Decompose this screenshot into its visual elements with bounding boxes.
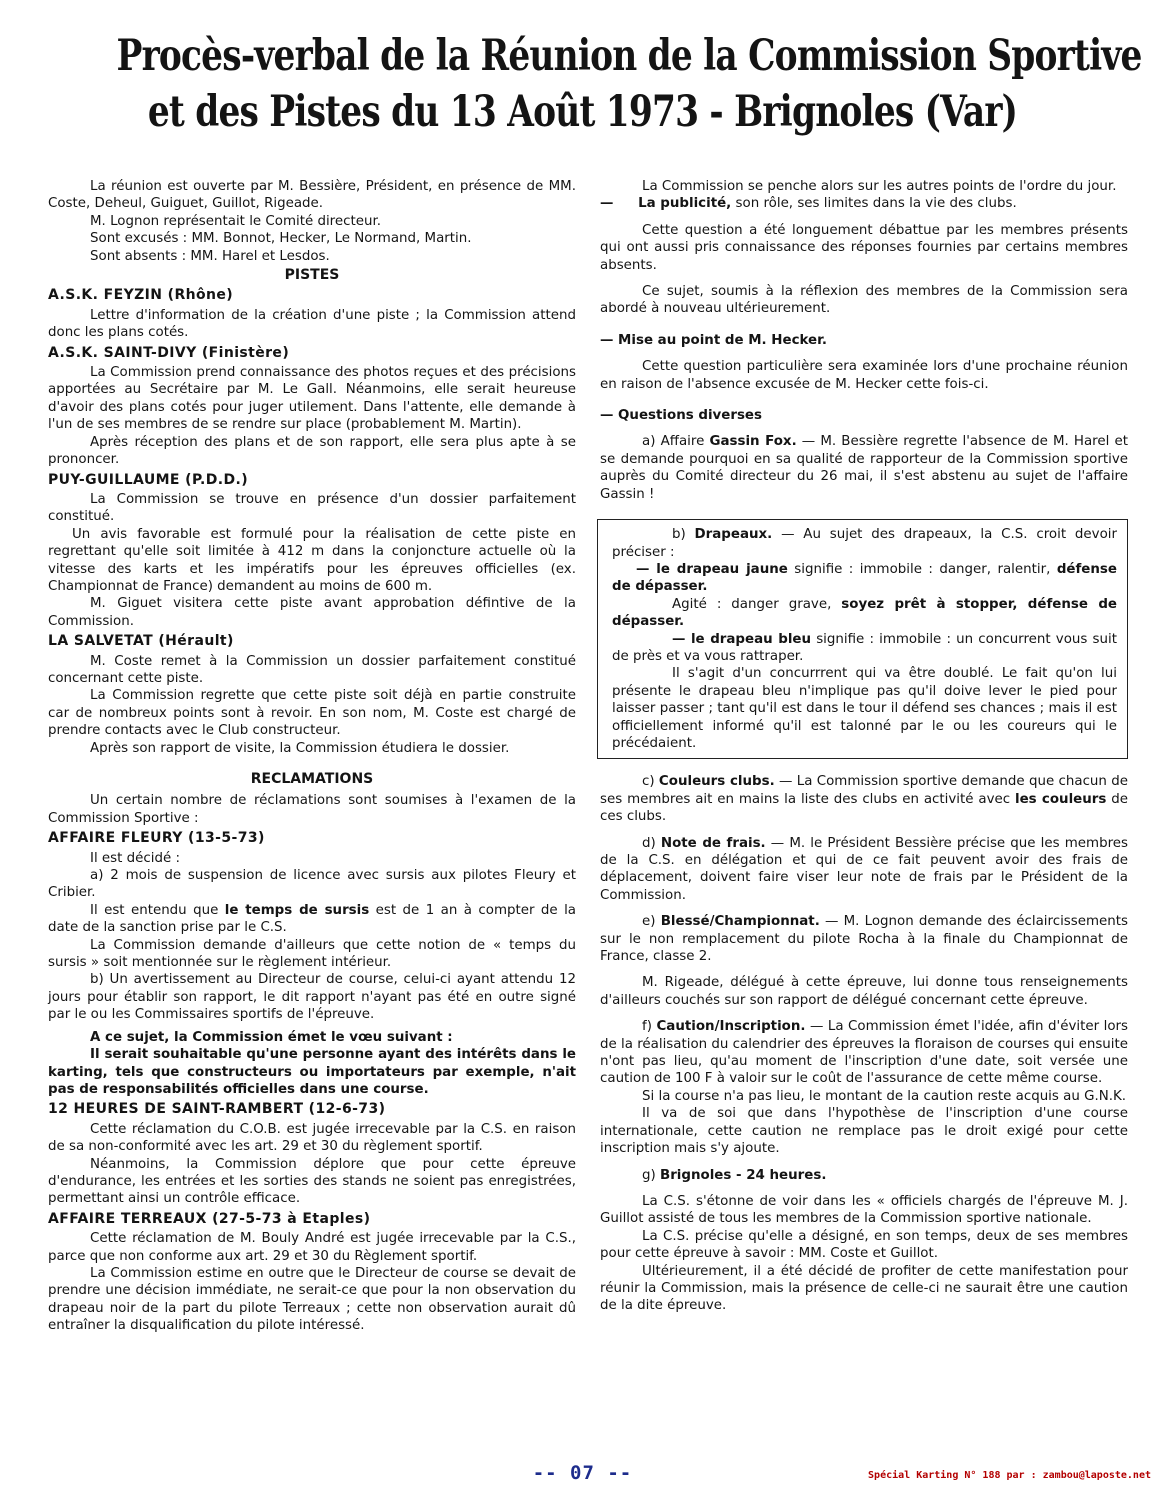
subheading-affaire-terreaux: AFFAIRE TERREAUX (27-5-73 à Etaples) [48, 1210, 371, 1227]
paragraph: Un avis favorable est formulé pour la réalisation de cette piste en regrettant qu'elle soit limitée à 412 m dans la conjoncture actuelle où la vitesse des karts et les impératifs pour les épreuves officielles (ex. Championnat de France) demandent au moins de 600 m. [48, 526, 576, 594]
text-run: — M. Bessière regrette l'absence de M. Harel et se demande pourquoi en sa qualité de rapporteur de la Commission sportive auprès du Comité directeur du 26 mai, il s'est abstenu au sujet de l'affaire Gassin ! [600, 434, 1128, 502]
bold-run: les couleurs [1015, 791, 1107, 807]
paragraph: M. Giguet visitera cette piste avant approbation défintive de la Commission. [48, 596, 576, 629]
paragraph-gassin [600, 433, 1128, 503]
intro-paragraph: Sont absents : MM. Harel et Lesdos. [90, 248, 330, 264]
paragraph [612, 631, 1117, 666]
paragraph: b) Un avertissement au Directeur de course, celui-ci ayant attendu 12 jours pour établir son rapport, le dit rapport n'ayant pas été en outre signé par le ou les Commissaires sportifs de l'épreuve. [48, 972, 576, 1023]
paragraph: La Commission se penche alors sur les autres points de l'ordre du jour. [642, 179, 1117, 194]
paragraph-couleurs [600, 773, 1128, 825]
text-run: signifie : immobile : un concurrent vous suit de près et va vous rattraper. [612, 631, 1117, 664]
paragraph: Il s'agit d'un concurrrent qui va être doublé. Le fait qu'on lui présente le drapeau bleu n'implique pas qu'il doive lever le pied pour laisser passer ; tant qu'il est dans le tour il défend ses chances ; mais il est officiellement informé qu'il est talonné par le ou les coureurs qui le précédaient. [612, 666, 1117, 751]
text-run: c) [642, 774, 659, 790]
subheading-la-salvetat: LA SALVETAT (Hérault) [48, 633, 234, 650]
paragraph: M. Coste remet à la Commission un dossier parfaitement constitué concernant cette piste. [48, 653, 576, 686]
page-number: -- 07 -- [532, 1462, 633, 1484]
bold-run: Gassin Fox. [709, 434, 797, 450]
paragraph: Ultérieurement, il a été décidé de profiter de cette manifestation pour réunir la Commission, mais la présence de celle-ci ne saurait être une caution de la dite épreuve. [600, 1263, 1128, 1314]
text-run: d) [642, 835, 661, 851]
bold-run: Drapeaux. [694, 527, 773, 543]
bold-run: Blessé/Championnat. [660, 914, 820, 930]
intro-paragraph: Sont excusés : MM. Bonnot, Hecker, Le Normand, Martin. [90, 231, 472, 247]
bold-run: soyez prêt à stopper, défense de dépasser. [612, 596, 1117, 630]
bold-run: Couleurs clubs. [658, 774, 775, 790]
intro-paragraph: La réunion est ouverte par M. Bessière, Président, en présence de MM. Coste, Deheul, Guiguet, Guillot, Rigeade. [48, 179, 576, 212]
footer-credit: Spécial Karting N° 188 par : zambou@laposte.net [868, 1470, 1151, 1481]
text-run: g) [642, 1167, 660, 1183]
paragraph [612, 526, 1117, 561]
paragraph: Après son rapport de visite, la Commission étudiera le dossier. [90, 740, 510, 756]
subheading-feyzin: A.S.K. FEYZIN (Rhône) [48, 287, 234, 304]
text-run: est de 1 an à compter de la date de la sanction prise par le C.S. [48, 902, 576, 936]
text-run: — La Commission émet l'idée, afin d'éviter lors de la réalisation du calendrier des épreuves la floraison de courses qui ensuite n'ont pas lieu, qu'au moment de l'inscription d'une date, soit versée une caution de 100 F à valoir sur le coût de l'assurance de cette même course. [600, 1019, 1128, 1087]
paragraph: La Commission demande d'ailleurs que cette notion de « temps du sursis » soit mentionnée sur le règlement intérieur. [48, 937, 576, 971]
paragraph: a) 2 mois de suspension de licence avec sursis aux pilotes Fleury et Cribier. [48, 868, 576, 901]
left-column [48, 178, 576, 1335]
section-heading-pistes: PISTES [284, 267, 340, 284]
text-run: — M. le Président Bessière précise que les membres de la C.S. en délégation et qui de ce fait peuvent avoir des frais de déplacement, doivent faire viser leur note de frais par le Président de la Commission. [600, 835, 1129, 903]
bold-run: Brignoles - 24 heures. [659, 1167, 827, 1183]
paragraph: Cette question a été longuement débattue par les membres présents qui ont aussi pris connaissance des réponses fournies par certains membres absents. [600, 222, 1128, 273]
paragraph: La Commission estime en outre que le Directeur de course se devait de prendre une décision immédiate, ne serait-ce que pour la non observation du drapeau noir de la part du pilote Terreaux ; cette non observation aurait dû entraîner la disqualification du pilote intéressé. [48, 1265, 576, 1334]
paragraph-voeu: Il serait souhaitable qu'une personne ayant des intérêts dans le karting, tels que constructeurs ou importateurs par exemple, n'ait pas de responsabilités officielles dans une course. [48, 1047, 576, 1097]
paragraph: Ce sujet, soumis à la réflexion des membres de la Commission sera abordé à nouveau ultérieurement. [600, 284, 1128, 317]
paragraph: Lettre d'information de la création d'une piste ; la Commission attend donc les plans cotés. [48, 307, 576, 341]
bold-run: Note de frais. [660, 835, 766, 851]
paragraph: Un certain nombre de réclamations sont soumises à l'examen de la Commission Sportive : [48, 793, 576, 826]
paragraph-voeu-heading: A ce sujet, la Commission émet le vœu suivant : [90, 1029, 453, 1045]
paragraph: La C.S. s'étonne de voir dans les « officiels chargés de l'épreuve M. J. Guillot assisté de tous les membres de la Commission sportive nationale. [600, 1193, 1128, 1227]
text-run: — M. Lognon demande des éclaircissements sur le non remplacement du pilote Rocha à la finale du Championnat de France, classe 2. [600, 914, 1128, 965]
subheading-puy-guillaume: PUY-GUILLAUME (P.D.D.) [48, 471, 249, 488]
paragraph: Il va de soi que dans l'hypothèse de l'inscription d'une course internationale, cette caution ne remplace pas le droit exigé pour cette inscription mais s'y ajoute. [600, 1106, 1128, 1157]
paragraph [612, 561, 1117, 596]
intro-paragraph: M. Lognon représentait le Comité directeur. [90, 213, 381, 229]
paragraph: Après réception des plans et de son rapport, elle sera plus apte à se prononcer. [48, 434, 576, 468]
title-line-1: Procès-verbal de la Réunion de la Commission Sportive [116, 31, 1142, 81]
right-column [600, 178, 1128, 1315]
text-run: — Au sujet des drapeaux, la C.S. croit devoir préciser : [612, 527, 1117, 560]
text-run: de ces clubs. [600, 791, 1128, 825]
paragraph: Si la course n'a pas lieu, le montant de la caution reste acquis au G.N.K. [642, 1088, 1127, 1104]
subheading-saint-divy: A.S.K. SAINT-DIVY (Finistère) [48, 344, 290, 361]
text-run: e) [642, 914, 661, 930]
bold-run: — le drapeau jaune [636, 561, 788, 577]
paragraph: La Commission prend connaissance des photos reçues et des précisions apportées au Secrétaire par M. Le Gall. Néanmoins, elle serait heureuse d'avoir des plans cotés pour juger utilement. Dans l'attente, elle demande à l'un de ses membres de se rendre sur place (probablement M. Martin). [48, 365, 576, 433]
page-title [116, 28, 1142, 140]
subheading-questions-diverses: — Questions diverses [600, 408, 762, 424]
text-run: — La Commission sportive demande que chacun de ses membres ait en mains la liste des clubs en activité avec [600, 774, 1128, 807]
paragraph: M. Rigeade, délégué à cette épreuve, lui donne tous renseignements d'ailleurs couchés sur son rapport de délégué concernant cette épreuve. [600, 975, 1128, 1008]
paragraph: La Commission regrette que cette piste soit déjà en partie construite car de nombreux points sont à revoir. En son nom, M. Coste est chargé de prendre contacts avec le Club constructeur. [48, 688, 576, 739]
paragraph-caution [600, 1018, 1128, 1088]
paragraph-publicite [600, 195, 1128, 212]
bold-run: défense de dépasser. [612, 561, 1117, 595]
drapeaux-box [597, 519, 1128, 759]
bold-run: — le drapeau bleu [672, 631, 812, 647]
subheading-affaire-fleury: AFFAIRE FLEURY (13-5-73) [48, 830, 265, 847]
paragraph: Néanmoins, la Commission déplore que pour cette épreuve d'endurance, les entrées et les sorties des stands ne soient pas enregistrées, permettant ainsi un contrôle efficace. [48, 1156, 576, 1207]
text-run: Il est entendu que [90, 902, 225, 918]
paragraph: Il est décidé : [90, 850, 180, 866]
paragraph: Cette réclamation du C.O.B. est jugée irrecevable par la C.S. en raison de sa non-conformité avec les art. 29 et 30 du règlement sportif. [48, 1121, 576, 1155]
text-run: b) [672, 527, 695, 543]
text-run: son rôle, ses limites dans la vie des clubs. [731, 196, 1017, 212]
bold-run: La publicité, [638, 196, 732, 212]
paragraph [48, 902, 576, 937]
text-run: Agité : danger grave, [672, 596, 842, 612]
section-heading-reclamations: RECLAMATIONS [250, 771, 374, 787]
text-run: signifie : immobile : danger, ralentir, [787, 561, 1057, 577]
bold-run: le temps de sursis [224, 902, 370, 918]
paragraph: La Commission se trouve en présence d'un dossier parfaitement constitué. [48, 491, 576, 525]
title-line-2: et des Pistes du 13 Août 1973 - Brignoles (Var) [147, 87, 1018, 137]
paragraph-blesse [600, 913, 1128, 965]
paragraph-brignoles [600, 1167, 1128, 1184]
paragraph: Cette question particulière sera examinée lors d'une prochaine réunion en raison de l'absence excusée de M. Hecker cette fois-ci. [600, 359, 1128, 392]
bold-run: Caution/Inscription. [656, 1019, 806, 1035]
paragraph-frais [600, 835, 1128, 905]
subheading-saint-rambert: 12 HEURES DE SAINT-RAMBERT (12-6-73) [48, 1101, 386, 1118]
text-run: f) [642, 1019, 657, 1035]
paragraph: Cette réclamation de M. Bouly André est jugée irrecevable par la C.S., parce que non conforme aux art. 29 et 30 du Règlement sportif. [48, 1231, 576, 1264]
subheading-hecker: — Mise au point de M. Hecker. [600, 332, 827, 348]
text-run: a) Affaire [642, 434, 710, 450]
paragraph: La C.S. précise qu'elle a désigné, en son temps, deux de ses membres pour cette épreuve à savoir : MM. Coste et Guillot. [600, 1228, 1128, 1262]
paragraph [612, 596, 1117, 631]
bold-run: — [600, 196, 619, 212]
